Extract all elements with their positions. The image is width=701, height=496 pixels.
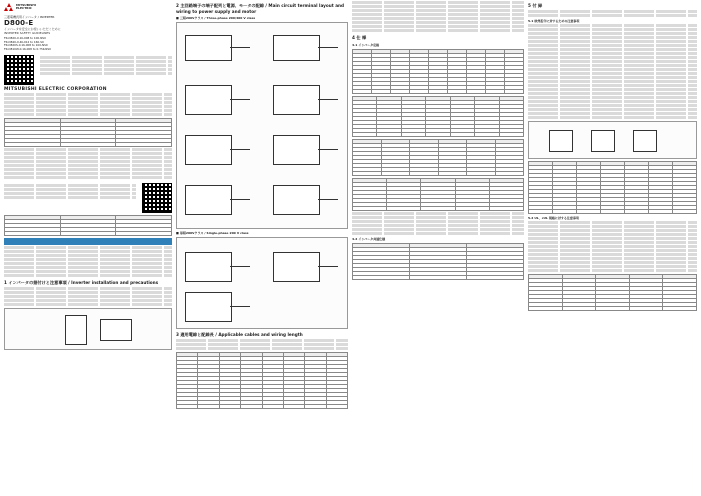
- section-2a-title: ■ 三相200Vクラス / Three-phase 200/400 V class: [176, 16, 256, 20]
- qr-caption-block: [40, 55, 172, 85]
- specification-column: [352, 0, 524, 496]
- manual-table: [4, 118, 172, 147]
- safety-text-block: [4, 93, 172, 116]
- brand-logo: [4, 3, 172, 11]
- section-2b-title: ■ 単相200Vクラス / Single-phase 200 V class: [176, 231, 249, 235]
- model-item: FR-D810W-0.1K-008 to 0.75K-NS0: [4, 46, 51, 51]
- logo-text-2: ELECTRIC: [16, 6, 32, 10]
- revision-table: [4, 215, 172, 236]
- section-2-title: 2 主回路端子の端子配列と電源、モータの配線 / Main circuit terminal layout and wiring to power supply and motor: [176, 3, 344, 14]
- highlight-bar: [4, 238, 172, 245]
- installation-diagram: [4, 308, 172, 350]
- section-52-title: 5.2 UL、cUL 規格に対する注意事項: [528, 216, 579, 220]
- section-5-title: 5 付 録: [528, 3, 543, 8]
- section-3-title: 3 適用電線と配線長 / Applicable cables and wiring length: [176, 332, 303, 337]
- ul-table: [528, 274, 697, 311]
- section-4-title: 4 仕 様: [352, 35, 367, 40]
- mitsubishi-logo-icon: [4, 3, 13, 11]
- model-item: FR-D820S-0.1K-008 to 100-NS0: [4, 43, 48, 48]
- model-title: D800-E: [4, 19, 34, 27]
- ce-table: [528, 161, 697, 214]
- qr-codes: [4, 55, 172, 85]
- rating-table-2: [352, 96, 524, 137]
- section-51-title: 5.1 欧州指令に対するための注意事項: [528, 19, 580, 23]
- common-spec-table: [352, 243, 524, 280]
- model-item: FR-D840-0.4K-012 to 160-S0: [4, 39, 44, 44]
- rating-table-4: [352, 178, 524, 211]
- inverter-shape: [65, 315, 87, 345]
- cable-table: [176, 352, 348, 409]
- section-1-title: 1 インバータの据付けと注意事項 / Inverter installation and precautions: [4, 280, 159, 286]
- wiring-column: [176, 0, 348, 496]
- company-name: MITSUBISHI ELECTRIC CORPORATION: [4, 87, 107, 93]
- single-phase-wiring-diagrams: [176, 237, 348, 329]
- three-phase-wiring-diagrams: [176, 22, 348, 229]
- qr-code-icon: [142, 183, 172, 213]
- section-41-title: 4.1 インバータ定格: [352, 43, 380, 47]
- rating-table-1: [352, 49, 524, 94]
- guide-title-jp: インバータを安全にお使いいただくために: [4, 27, 61, 31]
- rating-table-3: [352, 139, 524, 176]
- appendix-column: [528, 0, 697, 496]
- qr-code-icon: [4, 55, 34, 85]
- cover-column: [4, 0, 172, 496]
- logo-text-1: MITSUBISHI: [16, 2, 36, 7]
- section-42-title: 4.2 インバータ共通仕様: [352, 237, 386, 241]
- guide-title-en: INVERTER SAFETY GUIDELINES: [4, 31, 51, 35]
- clearance-shape: [100, 319, 132, 341]
- subtitle-jp: 三菱電機汎用インバータ / INVERTER: [4, 15, 55, 19]
- model-list: [4, 37, 172, 51]
- notes-block: [4, 148, 172, 179]
- model-item: FR-D820-0.1K-008 to 100-NS0: [4, 36, 46, 40]
- ce-diagram: [528, 121, 697, 159]
